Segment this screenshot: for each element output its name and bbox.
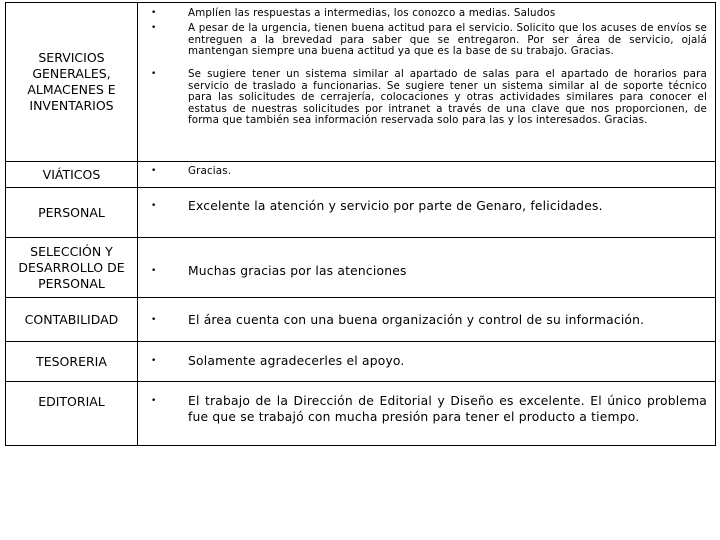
table-row-editorial xyxy=(6,382,715,447)
row-label: PERSONAL xyxy=(38,204,105,220)
table-row-servicios-generales xyxy=(6,3,715,162)
table-row-seleccion-desarrollo xyxy=(6,238,715,298)
row-label: SERVICIOS GENERALES, ALMACENES E INVENTARIOS xyxy=(27,50,116,113)
row-content xyxy=(138,382,715,447)
row-content xyxy=(138,188,715,237)
row-label: EDITORIAL xyxy=(38,394,105,409)
comment-text: Gracias. xyxy=(188,165,232,177)
bullet-icon: • xyxy=(151,356,157,366)
row-content xyxy=(138,3,715,161)
row-content xyxy=(138,238,715,297)
row-content xyxy=(138,162,715,187)
bullet-icon: • xyxy=(151,266,157,276)
feedback-table xyxy=(5,2,716,446)
bullet-icon: • xyxy=(151,201,157,211)
bullet-icon: • xyxy=(151,69,157,79)
table-row-viaticos xyxy=(6,162,715,188)
bullet-icon: • xyxy=(151,315,157,325)
row-label: SELECCIÓN Y DESARROLLO DE PERSONAL xyxy=(18,243,125,291)
comment-text: Solamente agradecerles el apoyo. xyxy=(188,354,405,368)
comment-text: A pesar de la urgencia, tienen buena actitud para el servicio. Solicito que los acuses de envíos se entreguen a la brevedad para saber que se entregaron. Por ser área de servicio, ojalá mantengan siempre una buena actitud ya que es la base de su trabajo. Gracias. xyxy=(188,22,707,58)
comment-text: Amplíen las respuestas a intermedias, los conozco a medias. Saludos xyxy=(188,7,556,19)
row-content xyxy=(138,342,715,381)
row-label: CONTABILIDAD xyxy=(24,311,119,327)
table-row-personal xyxy=(6,188,715,238)
table-row-contabilidad xyxy=(6,298,715,342)
table-row-tesoreria xyxy=(6,342,715,382)
bullet-icon: • xyxy=(151,166,157,176)
comment-text: El área cuenta con una buena organización y control de su información. xyxy=(188,313,645,327)
bullet-icon: • xyxy=(151,396,157,406)
row-label: VIÁTICOS xyxy=(42,166,101,182)
comment-text: Se sugiere tener un sistema similar al apartado de salas para el apartado de horarios para servicio de traslado a funcionarias. Se sugiere tener un sistema similar al de soporte técnico para las solicitudes de cerrajería, colocaciones y otras actividades similares para conocer el estatus de nuestras solicitudes por intranet a través de una clave que nos proporcionen, de forma que también sea información reservada solo para las y los interesados. Gracias. xyxy=(188,68,707,127)
comment-text: Muchas gracias por las atenciones xyxy=(188,264,407,278)
bullet-icon: • xyxy=(151,8,157,18)
row-label: TESORERIA xyxy=(36,353,107,369)
row-content xyxy=(138,298,715,341)
comment-text: Excelente la atención y servicio por parte de Genaro, felicidades. xyxy=(188,199,603,213)
comment-text: El trabajo de la Dirección de Editorial y Diseño es excelente. El único problema fue que se trabajó con mucha presión para tener el producto a tiempo. xyxy=(188,394,707,425)
bullet-icon: • xyxy=(151,23,157,33)
